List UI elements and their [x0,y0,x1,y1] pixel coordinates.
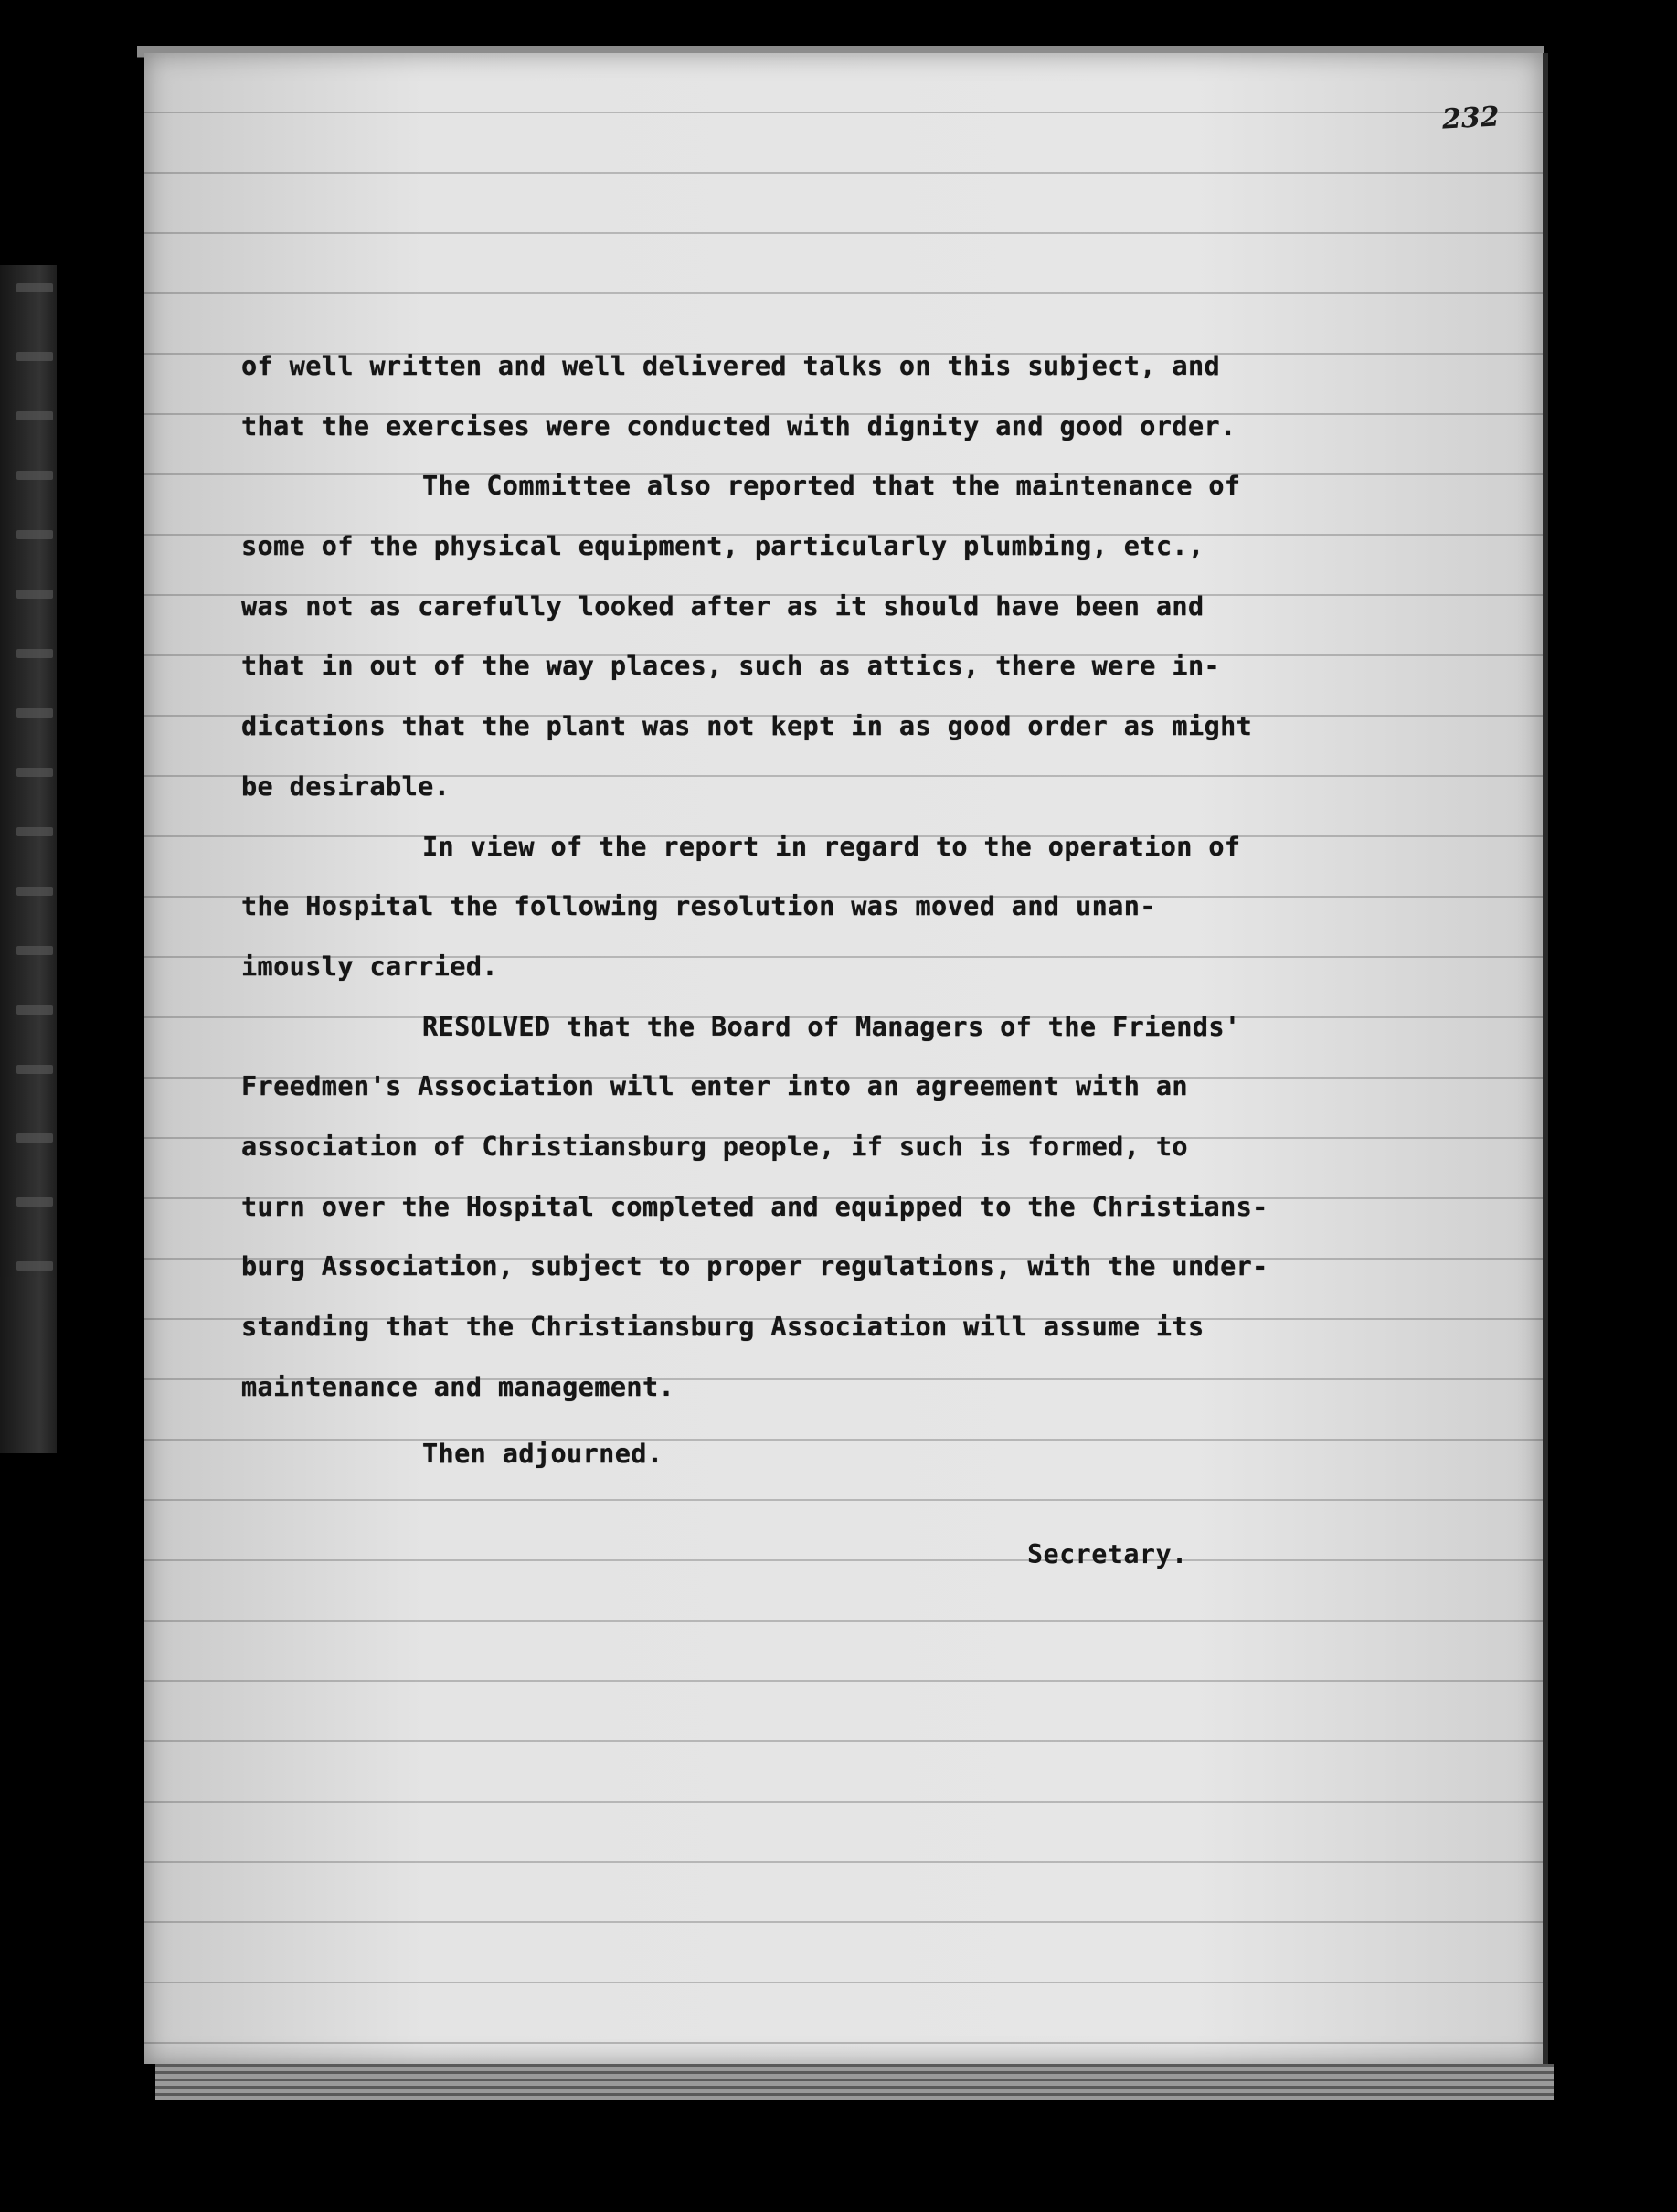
text-line: The Committee also reported that the maintenance of [422,471,1241,502]
paragraph [241,456,1268,816]
text-line: In view of the report in regard to the operation of [422,831,1241,862]
page-stack-edge [155,2064,1554,2100]
signature-line: Secretary. [1027,1539,1188,1569]
text-line: imously carried. [241,951,498,982]
text-line: association of Christiansburg people, if such is formed, to [241,1131,1188,1162]
text-line: standing that the Christiansburg Association will assume its [241,1312,1205,1342]
text-line: that in out of the way places, such as attics, there were in- [241,651,1221,682]
resolution-paragraph [241,997,1268,1418]
text-line: burg Association, subject to proper regulations, with the under- [241,1251,1268,1282]
text-line: maintenance and management. [241,1371,675,1402]
text-line: some of the physical equipment, particularly plumbing, etc., [241,531,1205,562]
adjacent-page-edge [0,265,57,1453]
text-line: the Hospital the following resolution was moved and unan- [241,891,1156,922]
text-line: be desirable. [241,771,451,802]
text-line: Freedmen's Association will enter into an agreement with an [241,1071,1188,1102]
text-line: turn over the Hospital completed and equipped to the Christians- [241,1191,1268,1222]
paragraph [241,336,1268,456]
page-number: 232 [1441,101,1501,136]
text-line: of well written and well delivered talks on this subject, and [241,351,1221,381]
closing-line: Then adjourned. [422,1439,663,1470]
text-line: RESOLVED that the Board of Managers of the Friends' [422,1011,1241,1042]
text-line: that the exercises were conducted with dignity and good order. [241,410,1237,441]
body-text [241,336,1268,1484]
text-line: was not as carefully looked after as it should have been and [241,590,1205,622]
paragraph [241,817,1268,997]
text-line: dications that the plant was not kept in as good order as might [241,711,1253,742]
